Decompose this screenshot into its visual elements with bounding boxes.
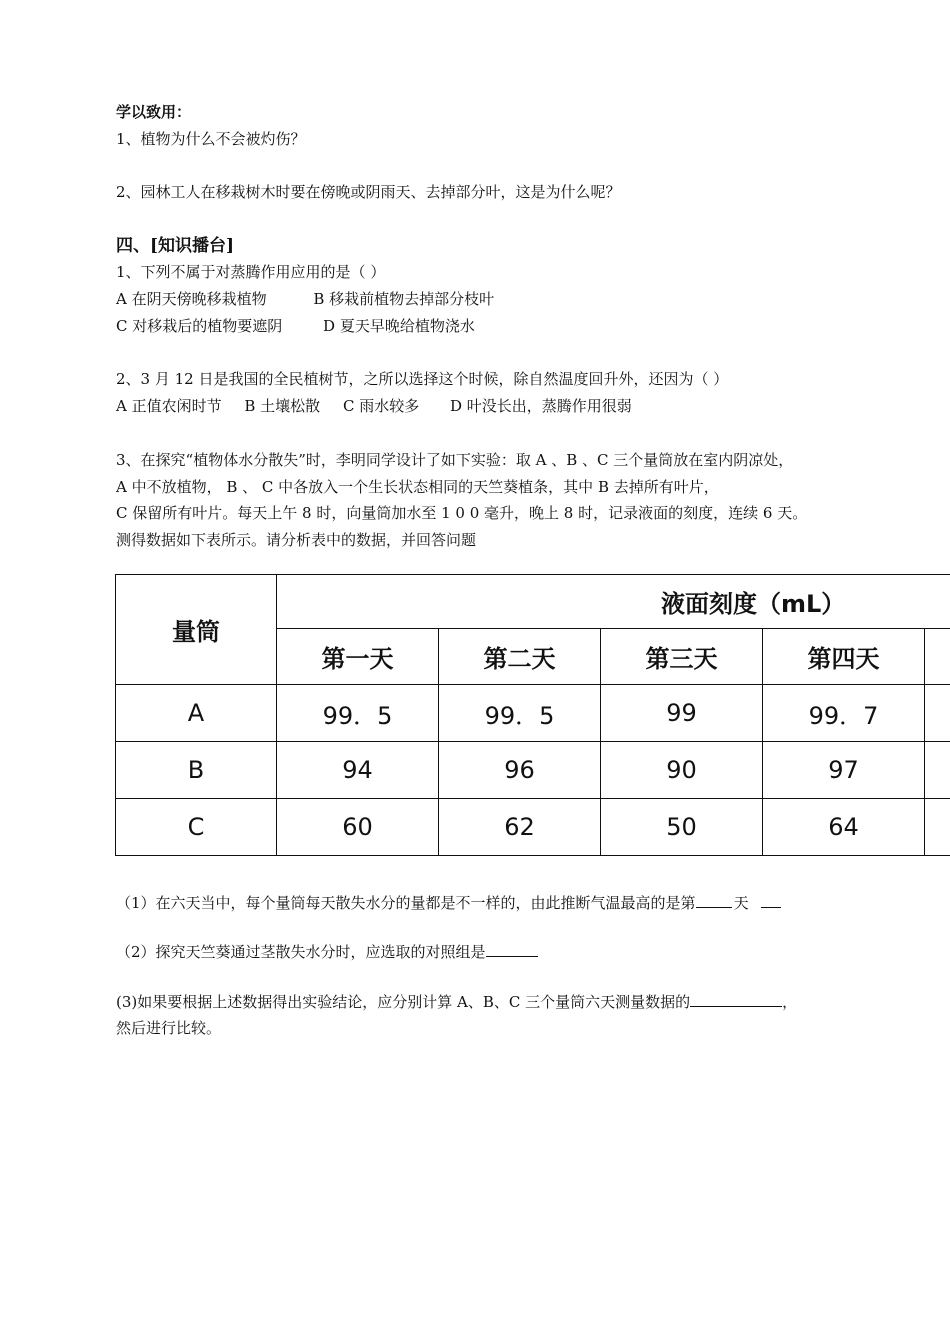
apply-question-1: 1、植物为什么不会被灼伤？ bbox=[116, 130, 306, 148]
answer-blank[interactable] bbox=[690, 992, 782, 1007]
table-cell: 99．7 bbox=[763, 685, 925, 742]
table-cell: 62 bbox=[439, 799, 601, 856]
q1-options-cd bbox=[116, 316, 475, 336]
sub-question-3: (3)如果要根据上述数据得出实验结论，应分别计算 A、B、C 三个量筒六天测量数据的 ， bbox=[116, 993, 798, 1011]
row-label: A bbox=[116, 685, 277, 742]
answer-blank[interactable] bbox=[486, 942, 538, 957]
day-header: 第四天 bbox=[763, 629, 925, 685]
apply-heading: 学以致用： bbox=[116, 103, 192, 121]
q3-line-2: A 中不放植物， B 、 C 中各放入一个生长状态相同的天竺葵植条，其中 B 去掉所有叶片， bbox=[116, 478, 719, 496]
answer-blank[interactable] bbox=[696, 893, 732, 908]
row-header-cylinder: 量筒 bbox=[116, 575, 277, 685]
day-header: 第二天 bbox=[439, 629, 601, 685]
q2-option-a: A 正值农闲时节 bbox=[116, 397, 222, 415]
table-cell: 97 bbox=[763, 742, 925, 799]
table-cell: 94 bbox=[277, 742, 439, 799]
table-cell: 99 bbox=[601, 685, 763, 742]
q3-line-1: 3、在探究“植物体水分散失”时，李明同学设计了如下实验：取 A 、B 、C 三个量筒放在室内阴凉处， bbox=[116, 451, 794, 469]
q2-option-d: D 叶没长出，蒸腾作用很弱 bbox=[450, 397, 632, 415]
section-4-heading: 四、[知识播台] bbox=[116, 236, 235, 256]
q2-option-c: C 雨水较多 bbox=[342, 397, 420, 415]
q1-options-ab bbox=[116, 289, 494, 309]
q2-options bbox=[116, 396, 632, 416]
q3-line-3: C 保留所有叶片。每天上午 8 时，向量筒加水至 1 0 0 毫升，晚上 8 时，记录液面的刻度，连续 6 天。 bbox=[116, 504, 808, 522]
measurement-table bbox=[115, 574, 950, 856]
q2-stem: 2、3 月 12 日是我国的全民植树节，之所以选择这个时候，除自然温度回升外，还因为（ ） bbox=[116, 370, 729, 388]
day-header: 第三天 bbox=[601, 629, 763, 685]
row-label: C bbox=[116, 799, 277, 856]
q2-option-b: B 土壤松散 bbox=[244, 397, 321, 415]
table-cell-cut bbox=[925, 685, 950, 742]
sub-question-2: （2）探究天竺葵通过茎散失水分时，应选取的对照组是 bbox=[116, 942, 538, 962]
table-cell-cut bbox=[925, 742, 950, 799]
sub-question-3-line-2: 然后进行比较。 bbox=[116, 1019, 222, 1037]
table-row bbox=[116, 685, 950, 742]
q1-option-b: B 移栽前植物去掉部分枝叶 bbox=[313, 290, 495, 308]
table-row bbox=[116, 742, 950, 799]
table-cell: 99．5 bbox=[277, 685, 439, 742]
table-cell: 60 bbox=[277, 799, 439, 856]
q1-option-c: C 对移栽后的植物要遮阴 bbox=[116, 317, 283, 335]
row-label: B bbox=[116, 742, 277, 799]
answer-blank[interactable] bbox=[761, 893, 781, 908]
day-header: 第一天 bbox=[277, 629, 439, 685]
table-cell: 96 bbox=[439, 742, 601, 799]
apply-question-2: 2、园林工人在移栽树木时要在傍晚或阴雨天、去掉部分叶，这是为什么呢？ bbox=[116, 183, 621, 201]
q1-option-a: A 在阴天傍晚移栽植物 bbox=[116, 290, 267, 308]
table-row bbox=[116, 799, 950, 856]
table-cell: 99．5 bbox=[439, 685, 601, 742]
table-cell: 64 bbox=[763, 799, 925, 856]
day-header-cut bbox=[925, 629, 950, 685]
sub-question-1: （1）在六天当中，每个量筒每天散失水分的量都是不一样的，由此推断气温最高的是第 天 bbox=[116, 893, 781, 913]
table-cell-cut bbox=[925, 799, 950, 856]
table-cell: 50 bbox=[601, 799, 763, 856]
table-cell: 90 bbox=[601, 742, 763, 799]
q3-line-4: 测得数据如下表所示。请分析表中的数据，并回答问题 bbox=[116, 531, 477, 549]
q1-option-d: D 夏天早晚给植物浇水 bbox=[323, 317, 475, 335]
group-header-level: 液面刻度（mL） bbox=[277, 575, 950, 629]
q1-stem: 1、下列不属于对蒸腾作用应用的是（ ） bbox=[116, 263, 386, 281]
